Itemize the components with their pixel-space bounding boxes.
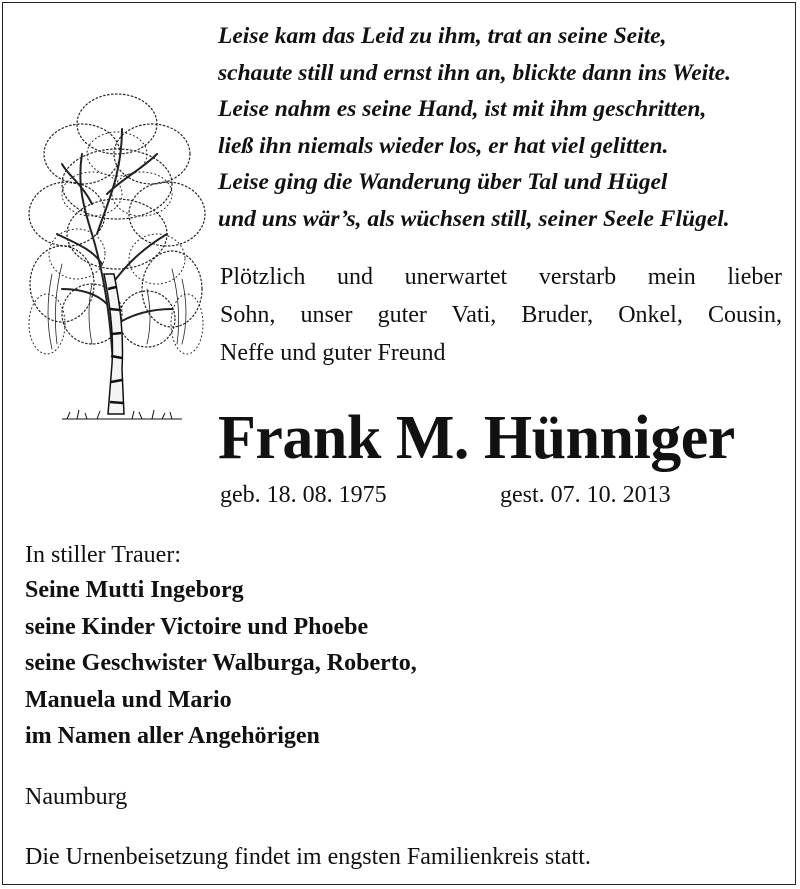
intro-line: Sohn, unser guter Vati, Bruder, Onkel, Cousin, (220, 302, 782, 328)
birth-date: geb. 18. 08. 1975 (220, 482, 387, 508)
deceased-name: Frank M. Hünniger (218, 404, 735, 472)
mourner-line: im Namen aller Angehörigen (25, 723, 320, 749)
intro-line: Plötzlich und unerwartet verstarb mein lieber (220, 264, 782, 290)
burial-notice: Die Urnenbeisetzung findet im engsten Familienkreis statt. (25, 844, 591, 870)
mourner-line: seine Geschwister Walburga, Roberto, (25, 650, 417, 676)
poem-line: Leise kam das Leid zu ihm, trat an seine Seite, (218, 23, 667, 49)
mourning-label: In stiller Trauer: (25, 542, 181, 568)
mourner-line: Seine Mutti Ingeborg (25, 577, 244, 603)
poem-line: Leise nahm es seine Hand, ist mit ihm geschritten, (218, 96, 707, 122)
poem-line: schaute still und ernst ihn an, blickte dann ins Weite. (218, 59, 731, 86)
birch-tree-icon (22, 84, 212, 429)
mourner-line: Manuela und Mario (25, 686, 232, 713)
mourners-list (25, 572, 417, 755)
poem-line: und uns wär’s, als wüchsen still, seiner Seele Flügel. (218, 205, 730, 232)
poem-line: Leise ging die Wanderung über Tal und Hügel (218, 169, 668, 195)
intro-text (220, 258, 782, 372)
death-date: gest. 07. 10. 2013 (500, 482, 671, 508)
poem (218, 18, 788, 237)
place-name: Naumburg (25, 784, 128, 810)
mourner-line: seine Kinder Victoire und Phoebe (25, 613, 369, 640)
intro-line: Neffe und guter Freund (220, 340, 446, 366)
poem-line: ließ ihn niemals wieder los, er hat viel gelitten. (218, 132, 669, 159)
